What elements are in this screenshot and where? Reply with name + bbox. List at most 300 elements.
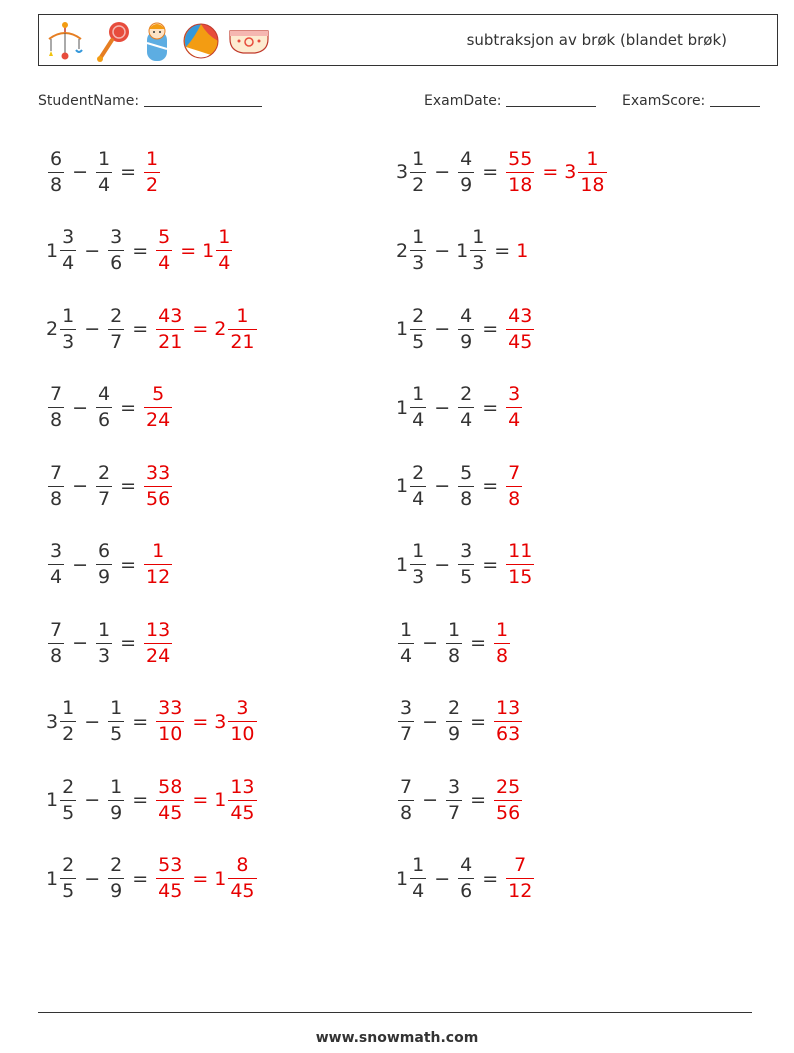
minus-sign: − xyxy=(434,161,451,183)
answer-numerator: 5 xyxy=(152,383,165,405)
equals-sign: = xyxy=(482,867,499,890)
minuend-whole: 2 xyxy=(396,239,409,262)
subtrahend-numerator: 2 xyxy=(110,854,123,876)
minuend-numerator: 1 xyxy=(412,540,425,562)
answer-fraction xyxy=(494,775,522,824)
subtrahend-numerator: 1 xyxy=(448,618,461,641)
minuend-whole: 1 xyxy=(46,239,59,262)
subtrahend-denominator: 6 xyxy=(460,880,473,902)
answer-numerator: 58 xyxy=(158,775,183,798)
minuend-whole: 2 xyxy=(46,318,59,340)
answer-denominator: 24 xyxy=(146,644,171,667)
minuend-fraction xyxy=(48,385,64,430)
minus-sign: − xyxy=(72,475,89,497)
minuend-denominator: 8 xyxy=(400,801,413,824)
answer xyxy=(492,775,524,824)
minuend-denominator: 3 xyxy=(412,252,425,274)
problem-17 xyxy=(46,770,259,830)
answer-denominator: 45 xyxy=(158,801,183,824)
mixed-answer-fraction xyxy=(228,775,256,824)
subtrahend-fraction xyxy=(96,147,112,196)
answer-numerator: 33 xyxy=(146,461,171,484)
minuend-whole: 1 xyxy=(396,318,409,340)
minuend-denominator: 5 xyxy=(412,330,425,353)
answer xyxy=(154,228,234,273)
baby-mobile-icon xyxy=(43,19,87,63)
minuend-denominator: 4 xyxy=(412,487,425,510)
problem-8 xyxy=(396,378,524,438)
subtrahend-denominator: 3 xyxy=(472,252,485,274)
subtrahend-fraction xyxy=(108,775,124,824)
mixed-answer-numerator: 1 xyxy=(218,226,231,248)
answer-fraction xyxy=(506,385,522,430)
minuend-fraction xyxy=(410,856,426,901)
answer-denominator: 2 xyxy=(146,173,159,196)
answer-numerator: 1 xyxy=(146,147,159,170)
exam-score-field[interactable] xyxy=(622,92,760,109)
minuend-whole: 3 xyxy=(46,710,59,733)
minuend-numerator: 1 xyxy=(400,618,413,641)
diaper-icon xyxy=(227,19,271,63)
answer-numerator: 13 xyxy=(146,618,171,641)
minuend-numerator: 3 xyxy=(62,226,75,248)
minus-sign: − xyxy=(422,789,439,811)
answer-numerator: 33 xyxy=(158,697,183,719)
subtrahend-fraction xyxy=(458,385,474,430)
answer-denominator: 63 xyxy=(496,723,521,745)
answer-denominator: 4 xyxy=(158,252,171,274)
minuend-denominator: 4 xyxy=(412,409,425,431)
subtrahend-denominator: 7 xyxy=(110,330,123,353)
answer-equals-sign: = xyxy=(192,318,209,340)
subtrahend-fraction xyxy=(458,461,474,510)
minuend-fraction xyxy=(398,618,414,667)
answer xyxy=(142,147,162,196)
minuend-whole: 1 xyxy=(396,396,409,419)
subtrahend-fraction xyxy=(96,542,112,587)
minuend-numerator: 1 xyxy=(62,697,75,719)
subtrahend-numerator: 1 xyxy=(110,775,123,798)
problem-3 xyxy=(46,221,234,281)
subtrahend-denominator: 3 xyxy=(98,644,111,667)
minuend-numerator: 7 xyxy=(50,461,63,484)
subtrahend-numerator: 3 xyxy=(448,775,461,798)
mixed-answer-whole: 2 xyxy=(214,318,227,340)
answer xyxy=(504,856,536,901)
answer-numerator: 13 xyxy=(496,697,521,719)
problem-16 xyxy=(396,692,524,752)
minuend-denominator: 8 xyxy=(50,644,63,667)
subtrahend-denominator: 9 xyxy=(98,566,111,588)
minus-sign: − xyxy=(434,867,451,890)
equals-sign: = xyxy=(132,867,149,890)
mixed-answer-fraction xyxy=(578,147,606,196)
answer-fraction xyxy=(144,618,172,667)
minuend-numerator: 2 xyxy=(62,854,75,876)
minuend-denominator: 4 xyxy=(412,880,425,902)
answer-fraction xyxy=(156,856,184,901)
answer-fraction xyxy=(506,461,522,510)
footer-url: www.snowmath.com xyxy=(315,1030,479,1046)
answer-numerator: 25 xyxy=(496,775,521,798)
mixed-answer-whole: 1 xyxy=(214,867,227,890)
subtrahend-numerator: 2 xyxy=(448,697,461,719)
minuend-denominator: 2 xyxy=(412,173,425,196)
minuend-fraction xyxy=(60,699,76,744)
answer-denominator: 56 xyxy=(146,487,171,510)
subtrahend-denominator: 6 xyxy=(98,409,111,431)
problem-4 xyxy=(396,221,528,281)
answer-numerator: 7 xyxy=(508,461,521,484)
minuend-numerator: 1 xyxy=(62,304,75,327)
problem-18 xyxy=(396,770,524,830)
subtrahend-fraction xyxy=(96,461,112,510)
subtrahend-numerator: 4 xyxy=(460,147,473,170)
equals-sign: = xyxy=(132,318,149,340)
minuend-whole: 1 xyxy=(46,867,59,890)
answer-denominator: 56 xyxy=(496,801,521,824)
subtrahend-fraction xyxy=(108,856,124,901)
minuend-denominator: 8 xyxy=(50,409,63,431)
minuend-numerator: 1 xyxy=(412,147,425,170)
problem-13 xyxy=(46,613,174,673)
minuend-whole: 1 xyxy=(46,789,59,811)
minuend-whole: 3 xyxy=(396,161,409,183)
subtrahend-denominator: 9 xyxy=(448,723,461,745)
answer xyxy=(492,699,524,744)
answer-fraction xyxy=(156,775,184,824)
problem-9 xyxy=(46,456,174,516)
mixed-answer-numerator: 8 xyxy=(236,854,249,876)
minus-sign: − xyxy=(434,553,451,576)
answer-denominator: 45 xyxy=(508,330,533,353)
exam-score-blank[interactable] xyxy=(710,92,760,107)
minuend-denominator: 3 xyxy=(62,330,75,353)
answer xyxy=(504,385,524,430)
minus-sign: − xyxy=(84,867,101,890)
minuend-fraction xyxy=(410,542,426,587)
equals-sign: = xyxy=(120,475,137,497)
minuend-fraction xyxy=(48,618,64,667)
minus-sign: − xyxy=(72,553,89,576)
subtrahend-denominator: 9 xyxy=(460,173,473,196)
subtrahend-whole: 1 xyxy=(456,239,469,262)
minuend-numerator: 7 xyxy=(50,618,63,641)
equals-sign: = xyxy=(482,553,499,576)
minuend-fraction xyxy=(48,147,64,196)
minuend-fraction xyxy=(410,228,426,273)
minuend-denominator: 8 xyxy=(50,173,63,196)
answer-denominator: 10 xyxy=(158,723,183,745)
subtrahend-fraction xyxy=(446,699,462,744)
student-name-blank[interactable] xyxy=(144,92,262,107)
mixed-answer-numerator: 1 xyxy=(236,304,249,327)
equals-sign: = xyxy=(120,161,137,183)
subtrahend-fraction xyxy=(458,856,474,901)
answer-equals-sign: = xyxy=(192,789,209,811)
subtrahend-denominator: 8 xyxy=(460,487,473,510)
minuend-fraction xyxy=(410,461,426,510)
answer-numerator: 1 xyxy=(152,540,165,562)
mixed-answer-numerator: 1 xyxy=(586,147,599,170)
subtrahend-numerator: 4 xyxy=(460,304,473,327)
subtrahend-numerator: 6 xyxy=(98,540,111,562)
minuend-fraction xyxy=(410,304,426,353)
swaddled-baby-icon xyxy=(139,19,175,63)
student-name-field[interactable] xyxy=(38,92,262,109)
subtrahend-fraction xyxy=(458,147,474,196)
answer xyxy=(516,240,528,262)
exam-date-label: ExamDate: xyxy=(424,93,502,109)
subtrahend-denominator: 4 xyxy=(98,173,111,196)
answer-denominator: 4 xyxy=(508,409,521,431)
minus-sign: − xyxy=(434,318,451,340)
subtrahend-numerator: 1 xyxy=(98,618,111,641)
minuend-whole: 1 xyxy=(396,553,409,576)
answer xyxy=(142,461,174,510)
subtrahend-denominator: 6 xyxy=(110,252,123,274)
mixed-answer-denominator: 18 xyxy=(580,173,605,196)
minuend-numerator: 2 xyxy=(412,461,425,484)
minuend-denominator: 8 xyxy=(50,487,63,510)
subtrahend-denominator: 5 xyxy=(460,566,473,588)
answer-denominator: 12 xyxy=(508,880,533,902)
equals-sign: = xyxy=(132,789,149,811)
answer-whole: 1 xyxy=(516,239,529,262)
worksheet-title: subtraksjon av brøk (blandet brøk) xyxy=(466,31,727,49)
equals-sign: = xyxy=(482,318,499,340)
answer-denominator: 8 xyxy=(508,487,521,510)
answer-fraction xyxy=(156,304,184,353)
minuend-numerator: 7 xyxy=(400,775,413,798)
subtrahend-numerator: 4 xyxy=(98,383,111,405)
answer-denominator: 18 xyxy=(508,173,533,196)
worksheet-header xyxy=(38,14,778,66)
problem-2 xyxy=(396,142,609,202)
answer-equals-sign: = xyxy=(542,161,559,183)
problem-12 xyxy=(396,535,536,595)
subtrahend-fraction xyxy=(96,618,112,667)
equals-sign: = xyxy=(482,161,499,183)
answer xyxy=(142,542,174,587)
subtrahend-numerator: 5 xyxy=(460,461,473,484)
subtrahend-denominator: 9 xyxy=(460,330,473,353)
mixed-answer-denominator: 45 xyxy=(230,880,255,902)
answer-numerator: 1 xyxy=(496,618,509,641)
answer-numerator: 53 xyxy=(158,854,183,876)
exam-date-blank[interactable] xyxy=(506,92,596,107)
minus-sign: − xyxy=(434,396,451,419)
answer xyxy=(504,542,536,587)
answer xyxy=(154,699,258,744)
mixed-answer-fraction xyxy=(228,304,256,353)
answer-equals-sign: = xyxy=(180,239,197,262)
minuend-fraction xyxy=(60,856,76,901)
problem-20 xyxy=(396,849,536,909)
subtrahend-numerator: 2 xyxy=(460,383,473,405)
minuend-fraction xyxy=(410,147,426,196)
minus-sign: − xyxy=(84,789,101,811)
mixed-answer-fraction xyxy=(228,856,256,901)
minus-sign: − xyxy=(84,710,101,733)
mixed-answer-whole: 3 xyxy=(564,161,577,183)
answer-fraction xyxy=(144,542,172,587)
mixed-answer-whole: 1 xyxy=(202,239,215,262)
minuend-numerator: 2 xyxy=(62,775,75,798)
minuend-numerator: 6 xyxy=(50,147,63,170)
minus-sign: − xyxy=(434,475,451,497)
answer-fraction xyxy=(144,385,172,430)
minuend-numerator: 1 xyxy=(412,854,425,876)
answer-fraction xyxy=(156,699,184,744)
problem-7 xyxy=(46,378,174,438)
answer-denominator: 24 xyxy=(146,409,171,431)
minuend-fraction xyxy=(60,775,76,824)
equals-sign: = xyxy=(482,396,499,419)
problem-10 xyxy=(396,456,524,516)
minuend-fraction xyxy=(398,775,414,824)
subtrahend-fraction xyxy=(96,385,112,430)
answer xyxy=(142,385,174,430)
minus-sign: − xyxy=(422,632,439,654)
rattle-icon xyxy=(93,19,133,63)
minuend-denominator: 7 xyxy=(400,723,413,745)
subtrahend-numerator: 4 xyxy=(460,854,473,876)
minuend-numerator: 2 xyxy=(412,304,425,327)
minus-sign: − xyxy=(434,239,451,262)
answer xyxy=(154,775,258,824)
answer-fraction xyxy=(144,147,160,196)
subtrahend-fraction xyxy=(108,304,124,353)
answer-equals-sign: = xyxy=(192,867,209,890)
answer-denominator: 12 xyxy=(146,566,171,588)
equals-sign: = xyxy=(494,239,511,262)
header-icons xyxy=(43,19,271,63)
mixed-answer-denominator: 4 xyxy=(218,252,231,274)
subtrahend-fraction xyxy=(108,228,124,273)
answer-numerator: 43 xyxy=(158,304,183,327)
answer xyxy=(142,618,174,667)
minus-sign: − xyxy=(72,632,89,654)
subtrahend-denominator: 5 xyxy=(110,723,123,745)
answer-numerator: 7 xyxy=(514,854,527,876)
subtrahend-fraction xyxy=(108,699,124,744)
answer xyxy=(492,618,512,667)
equals-sign: = xyxy=(132,710,149,733)
answer-numerator: 55 xyxy=(508,147,533,170)
equals-sign: = xyxy=(470,710,487,733)
minuend-whole: 1 xyxy=(396,867,409,890)
answer-fraction xyxy=(494,699,522,744)
answer-fraction xyxy=(506,542,534,587)
answer-numerator: 3 xyxy=(508,383,521,405)
mixed-answer-fraction xyxy=(228,699,256,744)
beach-ball-icon xyxy=(181,19,221,63)
answer-denominator: 8 xyxy=(496,644,509,667)
mixed-answer-whole: 1 xyxy=(214,789,227,811)
minuend-numerator: 1 xyxy=(412,226,425,248)
exam-score-label: ExamScore: xyxy=(622,93,706,109)
subtrahend-numerator: 2 xyxy=(98,461,111,484)
subtrahend-fraction xyxy=(446,775,462,824)
subtrahend-fraction xyxy=(446,618,462,667)
minuend-fraction xyxy=(48,461,64,510)
answer-denominator: 21 xyxy=(158,330,183,353)
equals-sign: = xyxy=(120,632,137,654)
minuend-numerator: 7 xyxy=(50,383,63,405)
answer-numerator: 5 xyxy=(158,226,171,248)
answer-fraction xyxy=(506,147,534,196)
answer-equals-sign: = xyxy=(192,710,209,733)
mixed-answer-denominator: 21 xyxy=(230,330,255,353)
mixed-answer-numerator: 13 xyxy=(230,775,255,798)
problem-19 xyxy=(46,849,259,909)
equals-sign: = xyxy=(470,632,487,654)
minus-sign: − xyxy=(422,710,439,733)
answer xyxy=(154,856,258,901)
subtrahend-denominator: 7 xyxy=(98,487,111,510)
minuend-numerator: 3 xyxy=(50,540,63,562)
answer-fraction xyxy=(506,856,534,901)
subtrahend-denominator: 8 xyxy=(448,644,461,667)
subtrahend-numerator: 3 xyxy=(110,226,123,248)
subtrahend-fraction xyxy=(458,304,474,353)
mixed-answer-numerator: 3 xyxy=(236,697,249,719)
minuend-denominator: 5 xyxy=(62,880,75,902)
problem-15 xyxy=(46,692,259,752)
minuend-whole: 1 xyxy=(396,475,409,497)
equals-sign: = xyxy=(132,239,149,262)
subtrahend-numerator: 2 xyxy=(110,304,123,327)
mixed-answer-denominator: 45 xyxy=(230,801,255,824)
minuend-numerator: 3 xyxy=(400,697,413,719)
answer-fraction xyxy=(506,304,534,353)
minuend-denominator: 2 xyxy=(62,723,75,745)
minuend-fraction xyxy=(60,228,76,273)
answer xyxy=(154,304,258,353)
minuend-fraction xyxy=(410,385,426,430)
student-name-label: StudentName: xyxy=(38,93,140,109)
subtrahend-numerator: 1 xyxy=(110,697,123,719)
answer xyxy=(504,147,608,196)
minus-sign: − xyxy=(84,318,101,340)
minuend-denominator: 3 xyxy=(412,566,425,588)
answer xyxy=(504,461,524,510)
answer-numerator: 11 xyxy=(508,540,533,562)
minuend-fraction xyxy=(60,304,76,353)
subtrahend-fraction xyxy=(458,542,474,587)
answer-fraction xyxy=(494,618,510,667)
subtrahend-denominator: 9 xyxy=(110,880,123,902)
exam-date-field[interactable] xyxy=(424,92,596,109)
equals-sign: = xyxy=(120,396,137,419)
subtrahend-numerator: 3 xyxy=(460,540,473,562)
footer-divider xyxy=(38,1012,752,1013)
subtrahend-denominator: 9 xyxy=(110,801,123,824)
problem-14 xyxy=(396,613,512,673)
minuend-denominator: 5 xyxy=(62,801,75,824)
minuend-fraction xyxy=(48,542,64,587)
minuend-numerator: 1 xyxy=(412,383,425,405)
minus-sign: − xyxy=(72,161,89,183)
minuend-denominator: 4 xyxy=(62,252,75,274)
answer-denominator: 45 xyxy=(158,880,183,902)
problem-6 xyxy=(396,299,536,359)
subtrahend-numerator: 1 xyxy=(98,147,111,170)
equals-sign: = xyxy=(482,475,499,497)
minuend-denominator: 4 xyxy=(50,566,63,588)
problem-5 xyxy=(46,299,259,359)
